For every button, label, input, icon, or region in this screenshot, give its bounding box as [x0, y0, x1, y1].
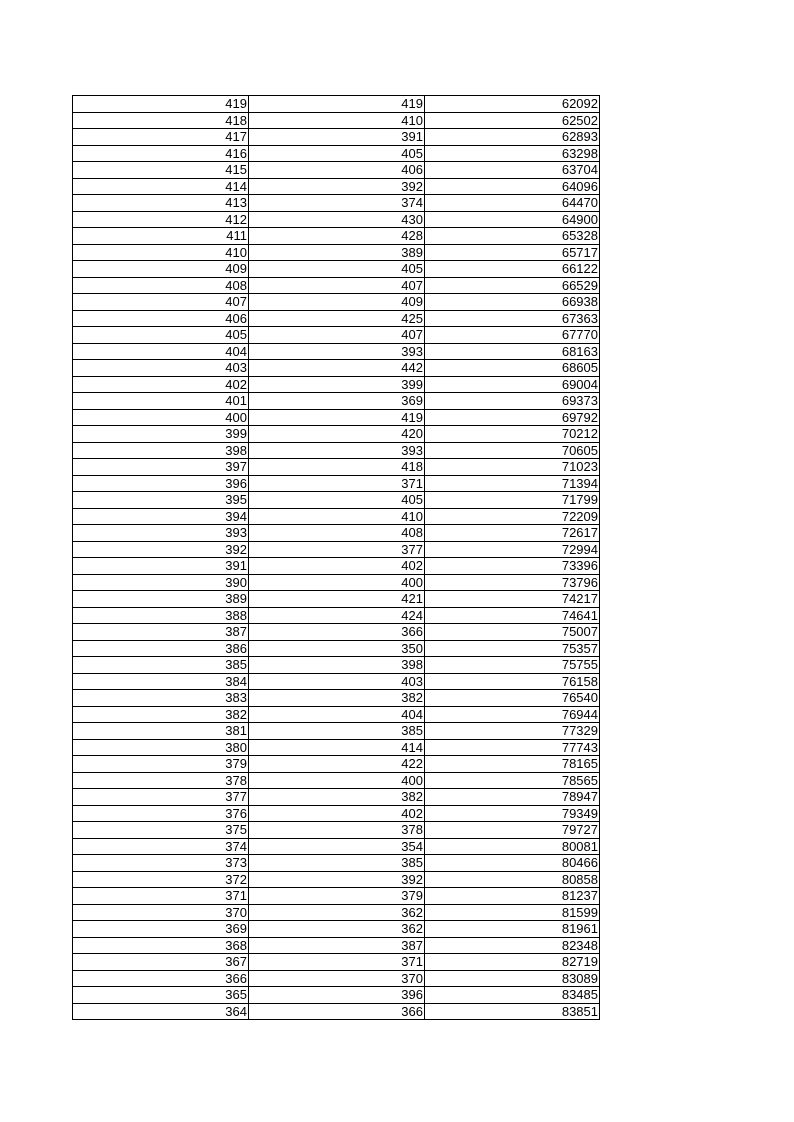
cumulative-count-cell: 64096	[425, 178, 600, 195]
count-cell: 400	[249, 574, 425, 591]
table-row	[73, 228, 600, 245]
count-cell: 369	[249, 393, 425, 410]
cumulative-count-cell: 72209	[425, 508, 600, 525]
score-cell: 400	[73, 409, 249, 426]
count-cell: 409	[249, 294, 425, 311]
score-cell: 370	[73, 904, 249, 921]
count-cell: 430	[249, 211, 425, 228]
score-cell: 407	[73, 294, 249, 311]
cumulative-count-cell: 68605	[425, 360, 600, 377]
table-row	[73, 558, 600, 575]
count-cell: 425	[249, 310, 425, 327]
count-cell: 424	[249, 607, 425, 624]
table-row	[73, 459, 600, 476]
table-row	[73, 310, 600, 327]
cumulative-count-cell: 83089	[425, 970, 600, 987]
count-cell: 362	[249, 921, 425, 938]
table-row	[73, 607, 600, 624]
score-cell: 372	[73, 871, 249, 888]
count-cell: 414	[249, 739, 425, 756]
cumulative-count-cell: 72617	[425, 525, 600, 542]
score-cell: 364	[73, 1003, 249, 1020]
cumulative-count-cell: 69792	[425, 409, 600, 426]
cumulative-count-cell: 79727	[425, 822, 600, 839]
score-cell: 411	[73, 228, 249, 245]
table-row	[73, 162, 600, 179]
count-cell: 385	[249, 855, 425, 872]
cumulative-count-cell: 62092	[425, 96, 600, 113]
cumulative-count-cell: 76540	[425, 690, 600, 707]
cumulative-count-cell: 74641	[425, 607, 600, 624]
cumulative-count-cell: 62502	[425, 112, 600, 129]
score-cell: 392	[73, 541, 249, 558]
cumulative-count-cell: 64900	[425, 211, 600, 228]
cumulative-count-cell: 80466	[425, 855, 600, 872]
count-cell: 393	[249, 442, 425, 459]
table-row	[73, 393, 600, 410]
cumulative-count-cell: 69004	[425, 376, 600, 393]
count-cell: 407	[249, 277, 425, 294]
score-cell: 404	[73, 343, 249, 360]
table-row	[73, 871, 600, 888]
count-cell: 382	[249, 789, 425, 806]
score-cell: 380	[73, 739, 249, 756]
cumulative-count-cell: 80081	[425, 838, 600, 855]
cumulative-count-cell: 81237	[425, 888, 600, 905]
count-cell: 405	[249, 492, 425, 509]
score-cell: 403	[73, 360, 249, 377]
score-cell: 396	[73, 475, 249, 492]
table-row	[73, 508, 600, 525]
count-cell: 406	[249, 162, 425, 179]
cumulative-count-cell: 77329	[425, 723, 600, 740]
cumulative-count-cell: 75755	[425, 657, 600, 674]
count-cell: 418	[249, 459, 425, 476]
cumulative-count-cell: 70212	[425, 426, 600, 443]
cumulative-count-cell: 78565	[425, 772, 600, 789]
score-cell: 418	[73, 112, 249, 129]
count-cell: 382	[249, 690, 425, 707]
score-cell: 385	[73, 657, 249, 674]
count-cell: 389	[249, 244, 425, 261]
count-cell: 422	[249, 756, 425, 773]
score-cell: 417	[73, 129, 249, 146]
cumulative-count-cell: 76158	[425, 673, 600, 690]
score-cell: 367	[73, 954, 249, 971]
score-cell: 393	[73, 525, 249, 542]
score-cell: 405	[73, 327, 249, 344]
score-cell: 378	[73, 772, 249, 789]
cumulative-count-cell: 82719	[425, 954, 600, 971]
score-cell: 387	[73, 624, 249, 641]
cumulative-count-cell: 78947	[425, 789, 600, 806]
score-cell: 410	[73, 244, 249, 261]
cumulative-count-cell: 79349	[425, 805, 600, 822]
cumulative-count-cell: 65328	[425, 228, 600, 245]
score-cell: 365	[73, 987, 249, 1004]
data-table	[72, 95, 600, 1020]
cumulative-count-cell: 73796	[425, 574, 600, 591]
table-row	[73, 195, 600, 212]
table-row	[73, 756, 600, 773]
count-cell: 379	[249, 888, 425, 905]
count-cell: 405	[249, 145, 425, 162]
table-row	[73, 211, 600, 228]
cumulative-count-cell: 62893	[425, 129, 600, 146]
count-cell: 371	[249, 954, 425, 971]
count-cell: 354	[249, 838, 425, 855]
count-cell: 370	[249, 970, 425, 987]
cumulative-count-cell: 70605	[425, 442, 600, 459]
table-row	[73, 888, 600, 905]
table-row	[73, 739, 600, 756]
table-row	[73, 970, 600, 987]
score-cell: 415	[73, 162, 249, 179]
table-row	[73, 426, 600, 443]
count-cell: 391	[249, 129, 425, 146]
count-cell: 402	[249, 805, 425, 822]
cumulative-count-cell: 73396	[425, 558, 600, 575]
cumulative-count-cell: 78165	[425, 756, 600, 773]
count-cell: 442	[249, 360, 425, 377]
table-row	[73, 145, 600, 162]
score-cell: 395	[73, 492, 249, 509]
table-row	[73, 409, 600, 426]
cumulative-count-cell: 63298	[425, 145, 600, 162]
cumulative-count-cell: 67363	[425, 310, 600, 327]
cumulative-count-cell: 75357	[425, 640, 600, 657]
cumulative-count-cell: 83485	[425, 987, 600, 1004]
count-cell: 392	[249, 871, 425, 888]
table-row	[73, 822, 600, 839]
score-cell: 374	[73, 838, 249, 855]
score-cell: 384	[73, 673, 249, 690]
score-cell: 369	[73, 921, 249, 938]
count-cell: 371	[249, 475, 425, 492]
cumulative-count-cell: 71394	[425, 475, 600, 492]
count-cell: 399	[249, 376, 425, 393]
count-cell: 366	[249, 1003, 425, 1020]
table-row	[73, 591, 600, 608]
cumulative-count-cell: 83851	[425, 1003, 600, 1020]
table-row	[73, 541, 600, 558]
count-cell: 421	[249, 591, 425, 608]
cumulative-count-cell: 74217	[425, 591, 600, 608]
score-cell: 397	[73, 459, 249, 476]
score-cell: 398	[73, 442, 249, 459]
count-cell: 404	[249, 706, 425, 723]
score-cell: 375	[73, 822, 249, 839]
score-cell: 377	[73, 789, 249, 806]
table-row	[73, 343, 600, 360]
table-row	[73, 525, 600, 542]
count-cell: 419	[249, 96, 425, 113]
score-cell: 401	[73, 393, 249, 410]
table-row	[73, 640, 600, 657]
table-row	[73, 921, 600, 938]
cumulative-count-cell: 82348	[425, 937, 600, 954]
table-row	[73, 112, 600, 129]
cumulative-count-cell: 72994	[425, 541, 600, 558]
count-cell: 377	[249, 541, 425, 558]
table-row	[73, 294, 600, 311]
table-row	[73, 475, 600, 492]
count-cell: 387	[249, 937, 425, 954]
count-cell: 398	[249, 657, 425, 674]
table-row	[73, 96, 600, 113]
cumulative-count-cell: 71023	[425, 459, 600, 476]
table-row	[73, 574, 600, 591]
cumulative-count-cell: 65717	[425, 244, 600, 261]
cumulative-count-cell: 63704	[425, 162, 600, 179]
table-row	[73, 360, 600, 377]
score-cell: 388	[73, 607, 249, 624]
cumulative-count-cell: 77743	[425, 739, 600, 756]
table-row	[73, 904, 600, 921]
score-cell: 414	[73, 178, 249, 195]
count-cell: 407	[249, 327, 425, 344]
count-cell: 366	[249, 624, 425, 641]
count-cell: 393	[249, 343, 425, 360]
score-cell: 371	[73, 888, 249, 905]
count-cell: 420	[249, 426, 425, 443]
count-cell: 428	[249, 228, 425, 245]
table-row	[73, 937, 600, 954]
cumulative-count-cell: 67770	[425, 327, 600, 344]
cumulative-count-cell: 66529	[425, 277, 600, 294]
score-cell: 406	[73, 310, 249, 327]
count-cell: 350	[249, 640, 425, 657]
score-cell: 366	[73, 970, 249, 987]
table-row	[73, 376, 600, 393]
count-cell: 403	[249, 673, 425, 690]
score-cell: 419	[73, 96, 249, 113]
table-row	[73, 772, 600, 789]
score-cell: 368	[73, 937, 249, 954]
table-row	[73, 442, 600, 459]
score-cell: 409	[73, 261, 249, 278]
cumulative-count-cell: 80858	[425, 871, 600, 888]
count-cell: 405	[249, 261, 425, 278]
count-cell: 385	[249, 723, 425, 740]
count-cell: 378	[249, 822, 425, 839]
count-cell: 410	[249, 112, 425, 129]
score-cell: 416	[73, 145, 249, 162]
score-cell: 389	[73, 591, 249, 608]
cumulative-count-cell: 68163	[425, 343, 600, 360]
score-cell: 412	[73, 211, 249, 228]
table-row	[73, 178, 600, 195]
count-cell: 374	[249, 195, 425, 212]
count-cell: 410	[249, 508, 425, 525]
count-cell: 408	[249, 525, 425, 542]
table-row	[73, 244, 600, 261]
cumulative-count-cell: 66122	[425, 261, 600, 278]
count-cell: 392	[249, 178, 425, 195]
table-row	[73, 673, 600, 690]
table-row	[73, 789, 600, 806]
cumulative-count-cell: 71799	[425, 492, 600, 509]
table-row	[73, 1003, 600, 1020]
table-row	[73, 492, 600, 509]
table-row	[73, 954, 600, 971]
score-cell: 376	[73, 805, 249, 822]
score-cell: 386	[73, 640, 249, 657]
score-cell: 383	[73, 690, 249, 707]
cumulative-count-cell: 81599	[425, 904, 600, 921]
table-row	[73, 129, 600, 146]
table-row	[73, 706, 600, 723]
cumulative-count-cell: 76944	[425, 706, 600, 723]
score-cell: 413	[73, 195, 249, 212]
score-cell: 402	[73, 376, 249, 393]
cumulative-count-cell: 64470	[425, 195, 600, 212]
count-cell: 419	[249, 409, 425, 426]
table-row	[73, 327, 600, 344]
table-row	[73, 987, 600, 1004]
count-cell: 400	[249, 772, 425, 789]
cumulative-count-cell: 81961	[425, 921, 600, 938]
table-row	[73, 277, 600, 294]
table-row	[73, 657, 600, 674]
score-cell: 390	[73, 574, 249, 591]
table-row	[73, 838, 600, 855]
table-row	[73, 690, 600, 707]
table-body	[73, 96, 600, 1020]
score-cell: 373	[73, 855, 249, 872]
table-row	[73, 261, 600, 278]
score-cell: 379	[73, 756, 249, 773]
score-cell: 382	[73, 706, 249, 723]
score-cell: 394	[73, 508, 249, 525]
cumulative-count-cell: 66938	[425, 294, 600, 311]
cumulative-count-cell: 69373	[425, 393, 600, 410]
cumulative-count-cell: 75007	[425, 624, 600, 641]
score-cell: 391	[73, 558, 249, 575]
count-cell: 396	[249, 987, 425, 1004]
score-cell: 381	[73, 723, 249, 740]
table-row	[73, 805, 600, 822]
table-row	[73, 624, 600, 641]
count-cell: 402	[249, 558, 425, 575]
count-cell: 362	[249, 904, 425, 921]
score-cell: 408	[73, 277, 249, 294]
table-row	[73, 855, 600, 872]
score-cell: 399	[73, 426, 249, 443]
table-row	[73, 723, 600, 740]
